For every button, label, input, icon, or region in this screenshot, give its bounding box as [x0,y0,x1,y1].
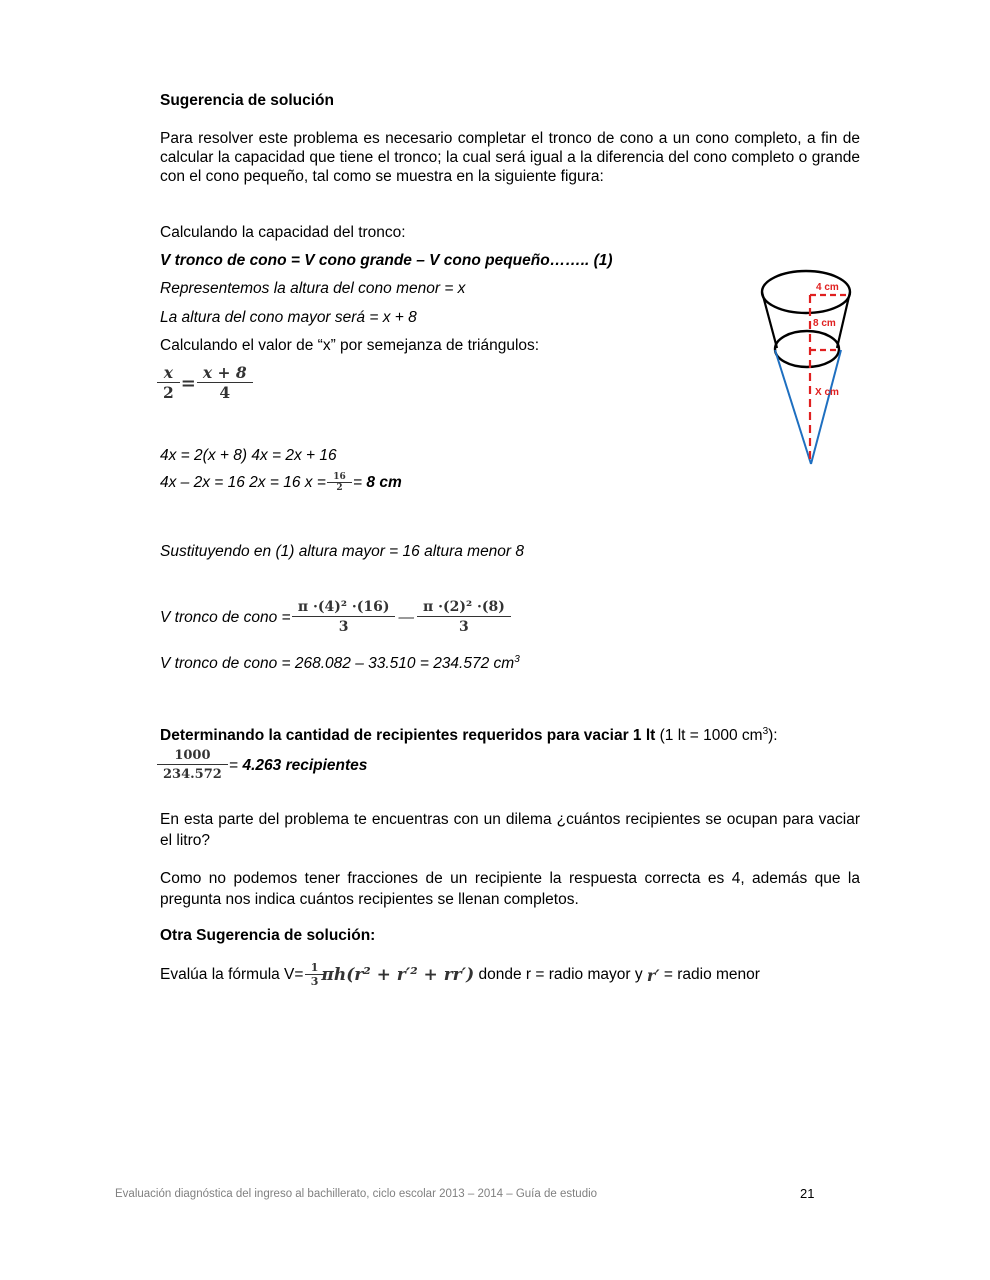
large-height-line: La altura del cono mayor será = x + 8 [160,309,417,326]
volume-expression-prefix: V tronco de cono = [160,608,295,626]
substitution-line: Sustituyendo en (1) altura mayor = 16 altura menor 8 [160,543,525,560]
step-two-fraction [330,472,349,494]
containers-sup: 3 [762,725,769,737]
ratio-equals: = [180,373,196,394]
formula-suffix: = radio menor [659,966,760,983]
ratio-lhs [160,364,177,403]
section-heading: Sugerencia de solución [160,92,334,109]
formula-third-den: 3 [305,974,325,988]
containers-heading [160,726,860,746]
intro-paragraph: Para resolver este problema es necesario completar el tronco de cono a un cono completo, a fin de calcular la capacidad que tiene el tronco; la cual será igual a la diferencia del cono completo o grande con el cono pequeño, tal como se muestra en la siguiente figura: [160,130,860,185]
label-8cm: 8 cm [813,318,836,329]
page-footer: Evaluación diagnóstica del ingreso al bachillerato, ciclo escolar 2013 – 2014 – Guía de estudio [115,1188,598,1200]
page-number: 21 [800,1186,815,1201]
r-prime-symbol: r′ [646,965,660,985]
ratio-equation [160,364,250,403]
calc-intro: Calculando la capacidad del tronco: [160,224,406,241]
formula-line [160,962,760,988]
similarity-line: Calculando el valor de “x” por semejanza de triángulos: [160,337,540,354]
containers-bold: Determinando la cantidad de recipientes requeridos para vaciar 1 lt [160,727,656,744]
ratio-rhs-den: 4 [197,382,253,403]
small-cone-den: 3 [417,616,511,637]
big-cone-fraction [295,598,393,637]
label-xcm: X cm [815,387,839,398]
volume-result [160,654,860,674]
formula-third [308,962,322,988]
volume-formula: V tronco de cono = V cono grande – V cono pequeño…….. (1) [160,252,613,269]
containers-den: 234.572 [157,764,228,784]
containers-calculation [160,747,367,784]
bottom-rim-ellipse [775,331,839,367]
containers-close: ): [768,727,778,744]
formula-prefix: Evalúa la fórmula V= [160,966,308,983]
big-cone-den: 3 [292,616,396,637]
cone-figure [755,262,865,472]
step-two-result: 8 cm [366,474,402,491]
small-cone-num: π ·(2)² ·(8) [422,599,505,615]
step-two [160,472,402,494]
small-height-line: Representemos la altura del cono menor = x [160,280,466,297]
containers-fraction [160,747,225,784]
formula-middle: donde r = radio mayor y [474,966,647,983]
containers-result: 4.263 recipientes [242,756,368,774]
label-4cm: 4 cm [816,282,839,293]
big-cone-num: π ·(4)² ·(16) [297,599,390,615]
second-heading: Otra Sugerencia de solución: [160,927,376,944]
frustum-formula: πh(r² + r′² + rr′) [321,965,475,985]
step-two-den: 2 [327,482,352,494]
dilemma-paragraph: En esta parte del problema te encuentras con un dilema ¿cuántos recipientes se ocupan para vaciar el litro? [160,811,860,849]
containers-num: 1000 [174,748,211,763]
answer-paragraph: Como no podemos tener fracciones de un recipiente la respuesta correcta es 4, además que la pregunta nos indica cuántos recipientes se llenan completos. [160,870,860,908]
step-two-num: 16 [333,472,346,482]
volume-expression [160,598,508,637]
step-two-equals: = [348,474,367,491]
containers-equals: = [224,756,243,774]
ratio-rhs [200,364,250,403]
ratio-rhs-num: x + 8 [202,363,247,382]
step-one: 4x = 2(x + 8) 4x = 2x + 16 [160,447,337,464]
volume-result-text: V tronco de cono = 268.082 – 33.510 = 234.572 cm [160,655,515,672]
ratio-lhs-num: x [163,363,174,382]
small-cone-fraction [420,598,508,637]
ratio-lhs-den: 2 [157,382,180,403]
containers-unit: (1 lt = 1000 cm [655,727,763,744]
minus-sign: — [398,608,414,626]
step-two-prefix: 4x – 2x = 16 2x = 16 x = [160,474,331,491]
formula-third-num: 1 [310,961,319,974]
volume-result-sup: 3 [514,653,520,665]
